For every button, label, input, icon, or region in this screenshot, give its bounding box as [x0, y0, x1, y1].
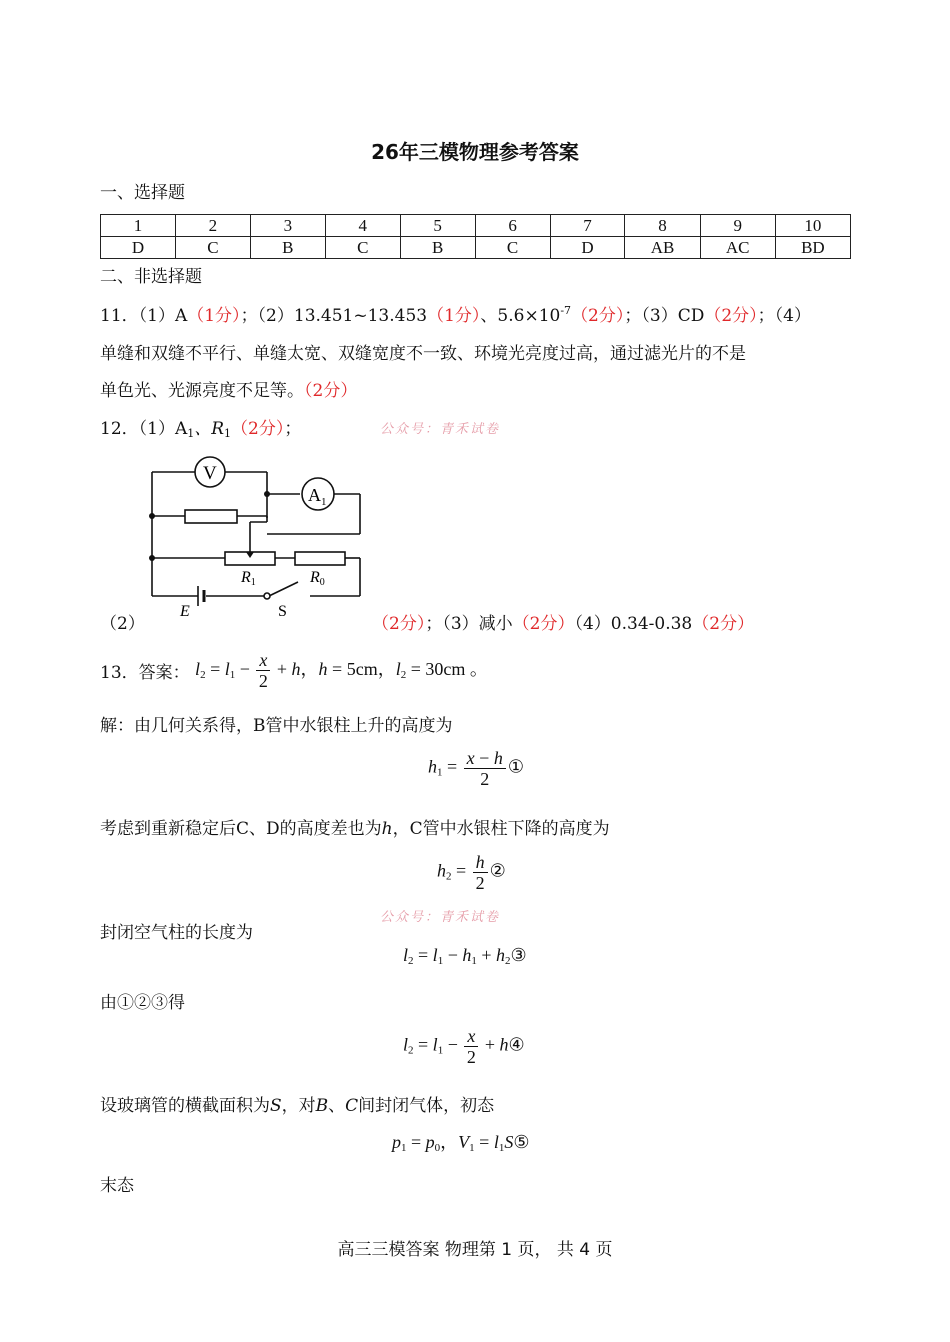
- q11-text: ；（3）CD: [624, 306, 705, 326]
- q11-score: （1分）: [427, 306, 481, 326]
- watermark: 公众号：青禾试卷: [380, 910, 501, 925]
- q11-score: （2分）: [304, 381, 358, 401]
- table-row-numbers: [101, 215, 851, 237]
- answer-table: [100, 214, 851, 259]
- watermark: 公众号：青禾试卷: [380, 422, 501, 437]
- q11-text: 11．（1）A: [100, 306, 188, 326]
- table-cell: AC: [700, 237, 775, 259]
- table-row-answers: [101, 237, 851, 259]
- r0-label: R0: [310, 569, 325, 588]
- equation-1: $h_1$ = $\frac{x - h}{2}$ ①: [428, 748, 524, 789]
- table-cell: 8: [625, 215, 700, 237]
- ammeter-label: $A_1$: [308, 485, 327, 508]
- circuit-diagram: [140, 450, 380, 630]
- q11-line3: [100, 376, 357, 401]
- table-cell: B: [400, 237, 475, 259]
- equation-2: $h_2$ = $\frac{h}{2}$ ②: [437, 852, 506, 893]
- q12-score: （2分）: [372, 614, 426, 634]
- q13-text5: 设玻璃管的横截面积为S，对B、C间封闭气体，初态: [100, 1096, 495, 1116]
- q12-text: ；（3）减小: [425, 614, 513, 634]
- q12-line2: [372, 609, 754, 634]
- q11-text: ；（4）: [757, 306, 811, 326]
- q11-text: 、5.6×10: [480, 306, 561, 326]
- q13-text2: 考虑到重新稳定后C、D的高度差也为h，C管中水银柱下降的高度为: [100, 819, 610, 839]
- table-cell: 4: [325, 215, 400, 237]
- q13-text6: 末态: [100, 1176, 134, 1196]
- table-cell: 1: [101, 215, 176, 237]
- equation-3: $l_2 = l_1 - h_1$ + $h_2③$: [403, 945, 527, 967]
- table-cell: 9: [700, 215, 775, 237]
- table-cell: 5: [400, 215, 475, 237]
- switch-label: S: [278, 603, 287, 620]
- q12-text: 、R: [194, 419, 225, 439]
- q11-score: （2分）: [571, 306, 625, 326]
- q12-line1: [100, 414, 301, 440]
- table-cell: AB: [625, 237, 700, 259]
- q12-score: （2分）: [512, 614, 575, 634]
- table-cell: 7: [550, 215, 625, 237]
- section-heading-nonchoice: 二、非选择题: [100, 267, 202, 287]
- equation-5: $p_1 = p_0$，$V_1$ = $l_1S⑤$: [392, 1132, 530, 1154]
- table-cell: 6: [475, 215, 550, 237]
- table-cell: C: [175, 237, 250, 259]
- page-title: 26年三模物理参考答案: [371, 140, 579, 164]
- q12-text: ；: [284, 419, 302, 439]
- r1-label: R1: [241, 569, 256, 588]
- table-cell: C: [475, 237, 550, 259]
- voltmeter-label: V: [203, 463, 217, 484]
- table-cell: BD: [775, 237, 850, 259]
- q12-text: （4）0.34-0.38: [574, 614, 693, 634]
- q11-score: （1分）: [187, 306, 241, 326]
- table-cell: C: [325, 237, 400, 259]
- q11-text: 单色光、光源亮度不足等。: [100, 381, 304, 401]
- q11-score: （2分）: [704, 306, 758, 326]
- table-cell: 2: [175, 215, 250, 237]
- table-cell: D: [101, 237, 176, 259]
- emf-label: E: [180, 603, 190, 620]
- table-cell: B: [250, 237, 325, 259]
- q12-sub: 1: [224, 427, 232, 440]
- table-cell: 3: [250, 215, 325, 237]
- q12-score: （2分）: [692, 614, 755, 634]
- section-heading-choice: 一、选择题: [100, 183, 185, 203]
- q11-line1: [100, 301, 811, 326]
- page-footer: 高三三模答案 物理第 1 页， 共 4 页: [337, 1240, 613, 1260]
- q11-text: ；（2）13.451~13.453: [240, 306, 428, 326]
- q12-sub: 1: [187, 427, 195, 440]
- table-cell: 10: [775, 215, 850, 237]
- table-cell: D: [550, 237, 625, 259]
- equation-4: $l_2 = l_1$ − $\frac{x}{2}$ + h④: [403, 1026, 525, 1067]
- q13-text4: 由①②③得: [100, 993, 185, 1013]
- q13-prefix: 13．答案：: [100, 663, 190, 683]
- q13-answer-formula: $l_2 = l_1$ − $\frac{x}{2}$ + h，h = 5cm，$l_2 = 30cm$ 。: [195, 650, 488, 691]
- q13-text3: 封闭空气柱的长度为: [100, 923, 253, 943]
- q12-score: （2分）: [231, 419, 285, 439]
- q11-exponent: -7: [560, 304, 572, 317]
- q13-intro: 解：由几何关系得，B管中水银柱上升的高度为: [100, 716, 453, 736]
- q12-text: 12．（1）A: [100, 419, 188, 439]
- q13-answer-line: [100, 650, 488, 691]
- q11-line2: 单缝和双缝不平行、单缝太宽、双缝宽度不一致、环境光亮度过高，通过滤光片的不是: [100, 344, 746, 364]
- q12-part2-label: （2）: [100, 614, 145, 634]
